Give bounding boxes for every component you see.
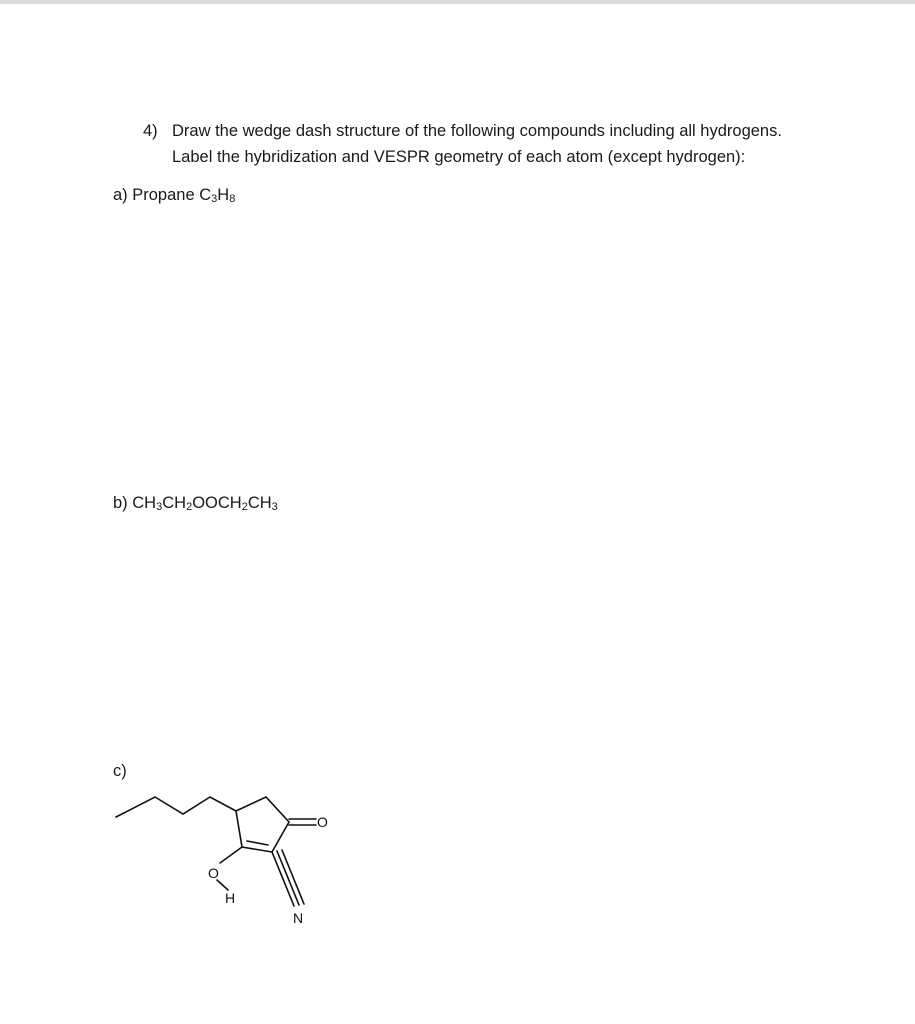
carbonyl-oxygen-label: O (317, 814, 328, 830)
ring-double-bond (247, 841, 268, 845)
question-text-line1: Draw the wedge dash structure of the following compounds including all hydrogens. (172, 122, 782, 140)
part-c-label: c) (113, 762, 127, 780)
nitrile-bond-3 (282, 850, 304, 904)
hydroxyl-oxygen-label: O (208, 865, 219, 881)
hydroxyl-c-o-bond (220, 847, 242, 863)
nitrile-bond-1 (272, 852, 294, 906)
nitrile-nitrogen-label: N (293, 910, 304, 926)
question-number: 4) (143, 122, 158, 140)
part-b-formula: $CH_3CH_2OOCH_2CH_3$ (132, 494, 278, 513)
part-a-formula: $C_3H_8$ (199, 186, 236, 205)
hydroxyl-o-h-bond (217, 880, 228, 890)
part-a-label: a) Propane (113, 186, 200, 204)
propyl-chain-bond (116, 797, 236, 817)
question-text-line2: Label the hybridization and VESPR geometry of each atom (except hydrogen): (172, 148, 746, 166)
nitrile-bond-2 (277, 851, 299, 905)
part-b-label: b) (113, 494, 133, 512)
hydroxyl-hydrogen-label: H (225, 890, 236, 906)
